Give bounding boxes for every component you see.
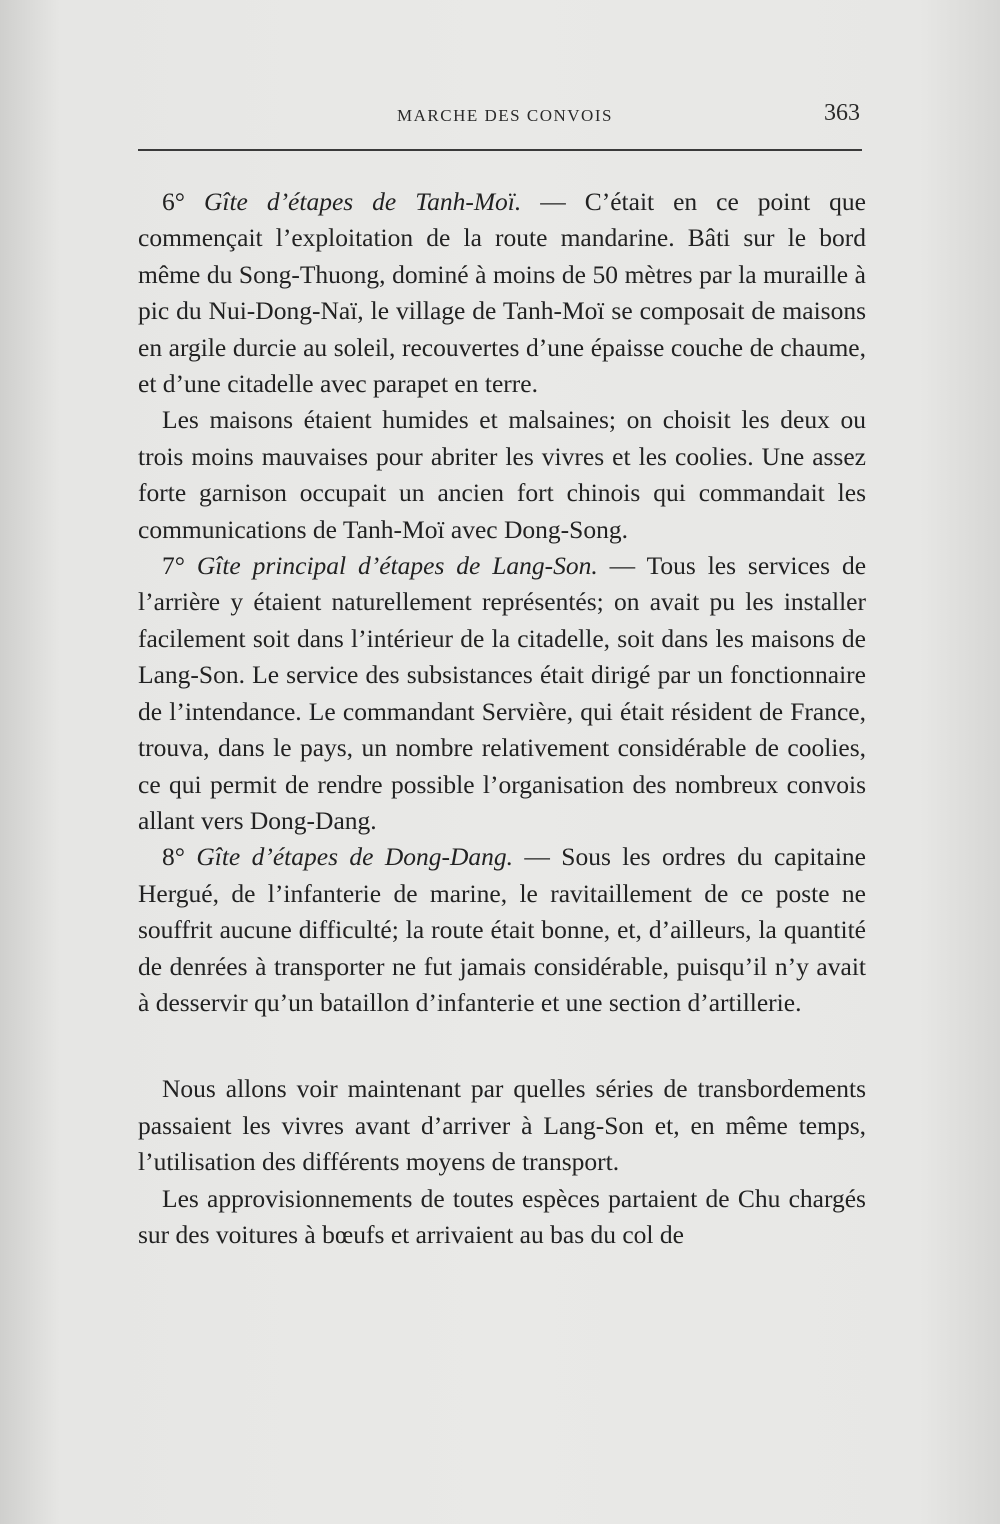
running-head [148,100,862,140]
paragraph-heading: Gîte principal d’étapes de Lang-Son. [196,551,598,581]
paragraph-text: Nous allons voir maintenant par quelles séries de transbordements passaient les vivres avant d’arriver à Lang-Son et, en même temps, l’utilisation des différents moyens de transport. [138,1074,866,1177]
paragraph-transbordements [138,1071,866,1180]
body-text [138,184,866,1253]
paragraph-number: 8° [162,842,197,872]
paragraph-heading: Gîte d’étapes de Tanh-Moï. [203,187,522,216]
paragraph-number: 6° [162,187,204,216]
paragraph-text: — Tous les services de l’arrière y étaient naturellement représentés; on avait pu les installer facilement soit dans l’intérieur de la citadelle, soit dans les maisons de Lang-Son. Le service des subsistances était dirigé par un fonctionnaire de l’intendance. Le commandant Servière, qui était résident de France, trouva, dans le pays, un nombre relativement considérable de coolies, ce qui permit de rendre possible l’organisation des nombreux convois allant vers Dong-Dang. [138,551,867,835]
page-number: 363 [824,100,860,126]
running-title: MARCHE DES CONVOIS [397,106,613,125]
paragraph-number: 7° [162,551,197,581]
paragraph-text: — C’était en ce point que commençait l’exploitation de la route mandarine. Bâti sur le bord même du Song-Thuong, dominé à moins de 50 mètres par la muraille à pic du Nui-Dong-Naï, le village de Tanh-Moï se composait de maisons en argile durcie au soleil, recouvertes d’une épaisse couche de chaume, et d’une citadelle avec parapet en terre. [138,187,866,399]
paragraph-gite-dong-dang [138,839,866,1021]
paragraph-gite-lang-son [138,548,866,839]
paragraph-approvisionnements [138,1181,866,1254]
paragraph-text: Les maisons étaient humides et malsaines; on choisit les deux ou trois moins mauvaises pour abriter les vivres et les coolies. Une assez forte garnison occupait un ancien fort chinois qui commandait les communications de Tanh-Moï avec Dong-Song. [138,405,866,544]
paragraph-text: — Sous les ordres du capitaine Hergué, de l’infanterie de marine, le ravitaillement de ce poste ne souffrit aucune difficulté; la route était bonne, et, d’ailleurs, la quantité de denrées à transporter ne fut jamais considérable, puisqu’il n’y avait à desservir qu’un bataillon d’infanterie et une section d’artillerie. [138,842,866,1017]
header-rule [138,149,862,151]
paragraph-text: Les approvisionnements de toutes espèces partaient de Chu chargés sur des voitures à bœufs et arrivaient au bas du col de [138,1183,866,1249]
paragraph-maisons [138,402,866,548]
paragraph-heading: Gîte d’étapes de Dong-Dang. [196,842,514,872]
paragraph-gite-tanh-moi [138,184,866,402]
